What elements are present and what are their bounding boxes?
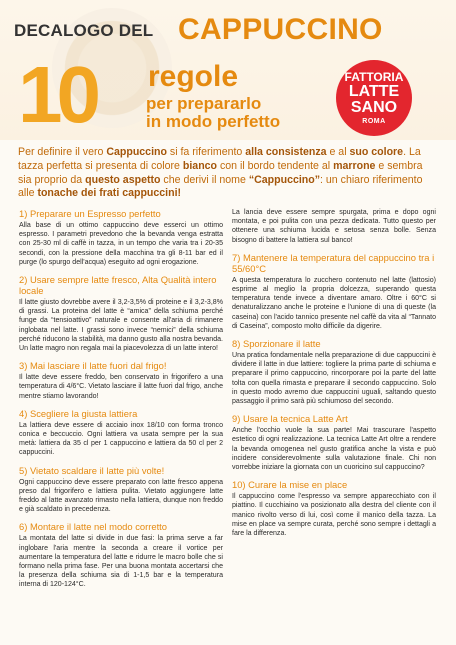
rule-section (232, 479, 436, 538)
rule-title: 7) Mantenere la temperatura del cappuccino tra i 55/60°C (232, 251, 435, 274)
logo-line1: LATTE (348, 83, 400, 100)
rule-title: 6) Montare il latte nel modo corretto (19, 521, 167, 533)
rule-body: Alla base di un ottimo cappuccino deve esserci un ottimo espresso. I parametri prevedono che la bevanda venga estratta con 25-30 ml di caffè in tazza, in un tempo che varia tra i 20-35 secondi, con la pressione della macchina tra gli 8-11 bar ed il purge (lo spurgo dell'acqua) eseguito ad ogni erogazione. (19, 222, 223, 266)
left-column (19, 208, 223, 597)
subtitle-line1: per prepararlo (146, 94, 262, 113)
rule-section (232, 338, 436, 406)
logo-bottom-text: ROMA (362, 118, 386, 125)
rule-title: 2) Usare sempre latte fresco, Alta Qualità intero locale (19, 274, 217, 297)
rule-section (19, 521, 223, 589)
intro-text: con il bordo tendente al (217, 159, 334, 172)
rule-body: Anche l'occhio vuole la sua parte! Mai trascurare l'aspetto estetico di ogni realizzazione. La tecnica Latte Art oltre a rendere la bevanda omogenea nel gusto gratifica anche la vista e può incidere considerevolmente sulla valutazione finale. Chi non vorrebbe iniziare la giornata con un cuoricino sul cappuccino? (232, 427, 436, 472)
logo-line2: SANO (350, 99, 398, 116)
rule-section (232, 413, 436, 472)
intro-bold: suo colore (349, 146, 404, 158)
rule-title: 3) Mai lasciare il latte fuori dal frigo! (19, 360, 167, 372)
rule-body: Ogni cappuccino deve essere preparato con latte fresco appena preso dal frigorifero e lattiera pulita. Vietato aggiungere latte freddo al latte avanzato rimasto nella lattiera, dunque non freddo e già scaldato in precedenza. (19, 478, 223, 514)
rule-body: Il latte deve essere freddo, ben conservato in frigorifero a una temperatura di 4/6°C. Vietato lasciare il latte fuori dal frigo, anche mentre stiamo lavorando! (19, 374, 223, 400)
intro-bold: tonache dei frati cappuccini! (37, 187, 182, 200)
rule-title: 8) Sporzionare il latte (232, 338, 321, 350)
rule-title: 10) Curare la mise en place (232, 479, 348, 491)
intro-bold: Cappuccino (106, 146, 167, 158)
rule-title: 4) Scegliere la giusta lattiera (19, 407, 138, 419)
intro-text: si fa riferimento (166, 146, 246, 158)
intro-text: e sembra sia proprio da (18, 159, 423, 186)
rule-section-continued (232, 208, 436, 245)
rule-section (19, 208, 223, 267)
logo-top-text: FATTORIA (344, 70, 404, 84)
rule-section (19, 360, 223, 401)
intro-text: che derivi il nome (160, 173, 249, 186)
rule-body: La lattiera deve essere di acciaio inox 18/10 con forma tronco conica e beccuccio. Ogni lattiera va usata sempre per la sua metà: lattiera da 35 cl per 1 cappuccino e lattiera da 50 cl per 2 cappuccini. (19, 421, 223, 457)
intro-text: e al (326, 146, 350, 158)
right-column (232, 208, 436, 545)
intro-paragraph (18, 146, 438, 201)
rule-body: La lancia deve essere sempre spurgata, prima e dopo ogni montata, e poi pulita con una pezza dedicata. Tutto questo per ottenere una schiuma lucida e setosa senza bolle. Senza bisogno di battere la lattiera sul banco! (232, 209, 436, 244)
regole-heading: regole (148, 60, 239, 93)
title-main: CAPPUCCINO (178, 13, 383, 46)
intro-text: Per definire il vero (18, 146, 107, 158)
rule-section (19, 408, 223, 458)
fattoria-latte-sano-logo (336, 60, 412, 136)
intro-bold: alla consistenza (245, 146, 327, 158)
rule-body: A questa temperatura lo zucchero contenuto nel latte (lattosio) esprime al meglio la propria dolcezza, superando questa temperatura tende invece a diventare amaro. Oltre i 60°C si denaturalizzano anche le proteine e l'unione di una di queste (la caseina) con l'acido tannico presente nel caffè da vita al “Tannato di Caseina”, composto molto difficile da digerire. (232, 276, 436, 330)
intro-bold: bianco (182, 159, 218, 172)
intro-bold: questo aspetto (85, 173, 161, 186)
rule-section (19, 274, 223, 353)
big-number: 10 (18, 50, 95, 139)
rule-body: Il latte giusto dovrebbe avere il 3,2-3,5% di proteine e il 3,2-3,8% di grassi. La proteina del latte è “amica” della schiuma perché funge da “tensioattivo” naturale e consente all'aria di rimanere inglobata nel latte. I grassi sono invece “nemici” della schiuma perché riducono la stabilità, ma danno gusto alla nostra bevanda. Un latte magro non regala mai la piacevolezza di un latte intero! (19, 299, 223, 353)
rule-body: La montata del latte si divide in due fasi: la prima serve a far inglobare l'aria mentre la seconda a creare il vortice per aumentare la temperatura del latte e ridurre le macro bolle che si formano nella prima fase. Per una buona montata accertarsi che la presenza della schiuma sia di 1-1,5 bar e la temperatura interna di 120-124°C. (19, 535, 223, 589)
intro-bold: marrone (333, 159, 376, 172)
intro-text: : un chiaro riferimento alle (18, 173, 423, 200)
title-prefix: DECALOGO DEL (14, 21, 154, 40)
rule-body: Una pratica fondamentale nella preparazione di due cappuccini è dividere il latte in due lattiere: togliere la prima parte di schiuma e preparare il primo cappuccino, rincorporare poi la parte del latte tolta con quella rimasta e preparare il secondo cappuccino. Solo in questo modo avremo due cappuccini uguali, saltando questo passaggio il primo sarà più schiumoso del secondo. (232, 352, 436, 406)
rule-section (19, 465, 223, 515)
subtitle-line2: in modo perfetto (146, 112, 281, 131)
rule-section (232, 252, 436, 331)
rule-title: 1) Preparare un Espresso perfetto (19, 208, 161, 219)
rule-body: Il cappuccino come l'espresso va sempre apparecchiato con il piattino. Il cucchiaino va posizionato alla destra del cliente con il manico rivolto verso di lui, così come il manico della tazza. La mise en place va sempre curata, perché sono sempre i dettagli a fare la differenza. (232, 493, 436, 538)
rule-title: 9) Usare la tecnica Latte Art (232, 413, 348, 425)
intro-bold: “Cappuccino” (248, 173, 321, 186)
header (0, 0, 456, 140)
intro-text: . La tazza perfetta si presenta di colore (18, 146, 421, 172)
rule-title: 5) Vietato scaldare il latte più volte! (19, 464, 165, 476)
